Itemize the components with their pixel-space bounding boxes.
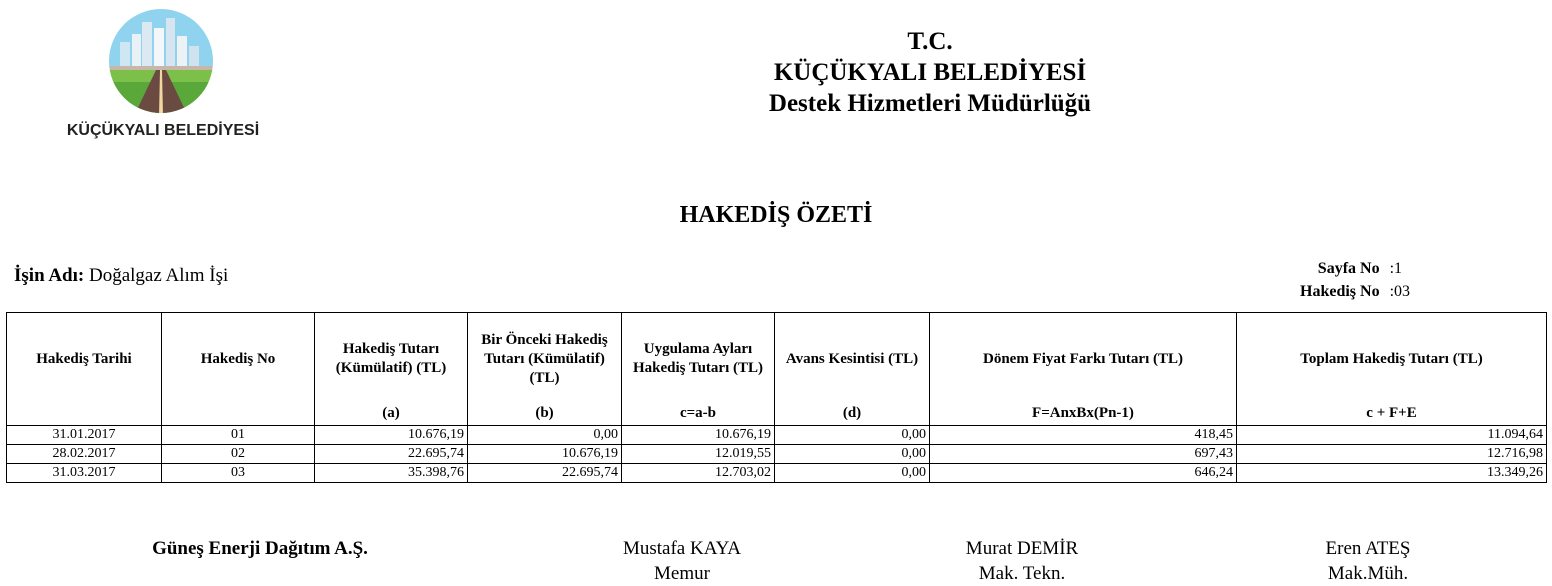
table-cell: 12.716,98	[1237, 445, 1547, 464]
document-title: HAKEDİŞ ÖZETİ	[679, 202, 873, 228]
table-cell: 22.695,74	[315, 445, 468, 464]
table-cell: 13.349,26	[1237, 464, 1547, 483]
table-cell: 12.703,02	[622, 464, 775, 483]
document-meta	[1300, 257, 1410, 303]
column-header: Hakediş Tutarı (Kümülatif) (TL) (a)	[315, 313, 468, 426]
table-cell: 22.695,74	[468, 464, 622, 483]
hakedis-no-value: :03	[1389, 283, 1411, 300]
summary-table	[6, 312, 1547, 483]
table-header-row	[7, 313, 1547, 426]
letterhead-line-1: T.C.	[907, 28, 953, 55]
signature-name: Mustafa KAYA	[622, 538, 742, 559]
letterhead-line-3: Destek Hizmetleri Müdürlüğü	[768, 90, 1092, 117]
table-cell: 35.398,76	[315, 464, 468, 483]
table-cell: 11.094,64	[1237, 426, 1547, 445]
signature-role: Mak. Tekn.	[978, 563, 1066, 584]
column-header: Hakediş Tarihi	[7, 313, 162, 426]
municipality-logo	[58, 6, 268, 141]
table-cell: 0,00	[468, 426, 622, 445]
table-cell: 10.676,19	[315, 426, 468, 445]
signature-technician	[910, 536, 1134, 586]
column-header: Dönem Fiyat Farkı Tutarı (TL) F=AnxBx(Pn-1)	[930, 313, 1237, 426]
table-cell: 418,45	[930, 426, 1237, 445]
table-cell: 03	[162, 464, 315, 483]
job-name-label: İşin Adı:	[14, 265, 85, 286]
table-cell: 0,00	[775, 426, 930, 445]
table-cell: 02	[162, 445, 315, 464]
table-cell: 01	[162, 426, 315, 445]
signature-contractor	[120, 536, 400, 561]
table-row	[7, 445, 1547, 464]
signature-name: Güneş Enerji Dağıtım A.Ş.	[152, 538, 368, 559]
logo-text: KÜÇÜKYALI BELEDİYESİ	[66, 122, 260, 139]
table-cell: 28.02.2017	[7, 445, 162, 464]
table-cell: 31.03.2017	[7, 464, 162, 483]
table-cell: 12.019,55	[622, 445, 775, 464]
hakedis-no-label: Hakediş No	[1300, 283, 1380, 300]
signature-name: Eren ATEŞ	[1325, 538, 1411, 559]
column-header: Uygulama Ayları Hakediş Tutarı (TL) c=a-b	[622, 313, 775, 426]
signature-name: Murat DEMİR	[965, 538, 1079, 559]
column-header: Avans Kesintisi (TL) (d)	[775, 313, 930, 426]
signature-engineer	[1256, 536, 1480, 586]
signature-role: Mak.Müh.	[1327, 563, 1409, 584]
job-name-value: Doğalgaz Alım İşi	[88, 265, 229, 286]
signature-role: Memur	[654, 563, 710, 584]
table-row	[7, 464, 1547, 483]
table-row	[7, 426, 1547, 445]
page-no-value: :1	[1389, 260, 1403, 277]
table-cell: 646,24	[930, 464, 1237, 483]
table-cell: 10.676,19	[622, 426, 775, 445]
table-cell: 10.676,19	[468, 445, 622, 464]
city-emblem-icon	[106, 6, 216, 116]
signature-officer	[570, 536, 794, 586]
job-name	[14, 265, 228, 287]
table-cell: 0,00	[775, 445, 930, 464]
table-cell: 697,43	[930, 445, 1237, 464]
column-header: Toplam Hakediş Tutarı (TL) c + F+E	[1237, 313, 1547, 426]
letterhead-line-2: KÜÇÜKYALI BELEDİYESİ	[773, 59, 1087, 86]
column-header: Bir Önceki Hakediş Tutarı (Kümülatif) (TL) (b)	[468, 313, 622, 426]
table-cell: 0,00	[775, 464, 930, 483]
letterhead	[700, 26, 1160, 119]
page-no-label: Sayfa No	[1317, 260, 1380, 277]
column-header: Hakediş No	[162, 313, 315, 426]
table-cell: 31.01.2017	[7, 426, 162, 445]
